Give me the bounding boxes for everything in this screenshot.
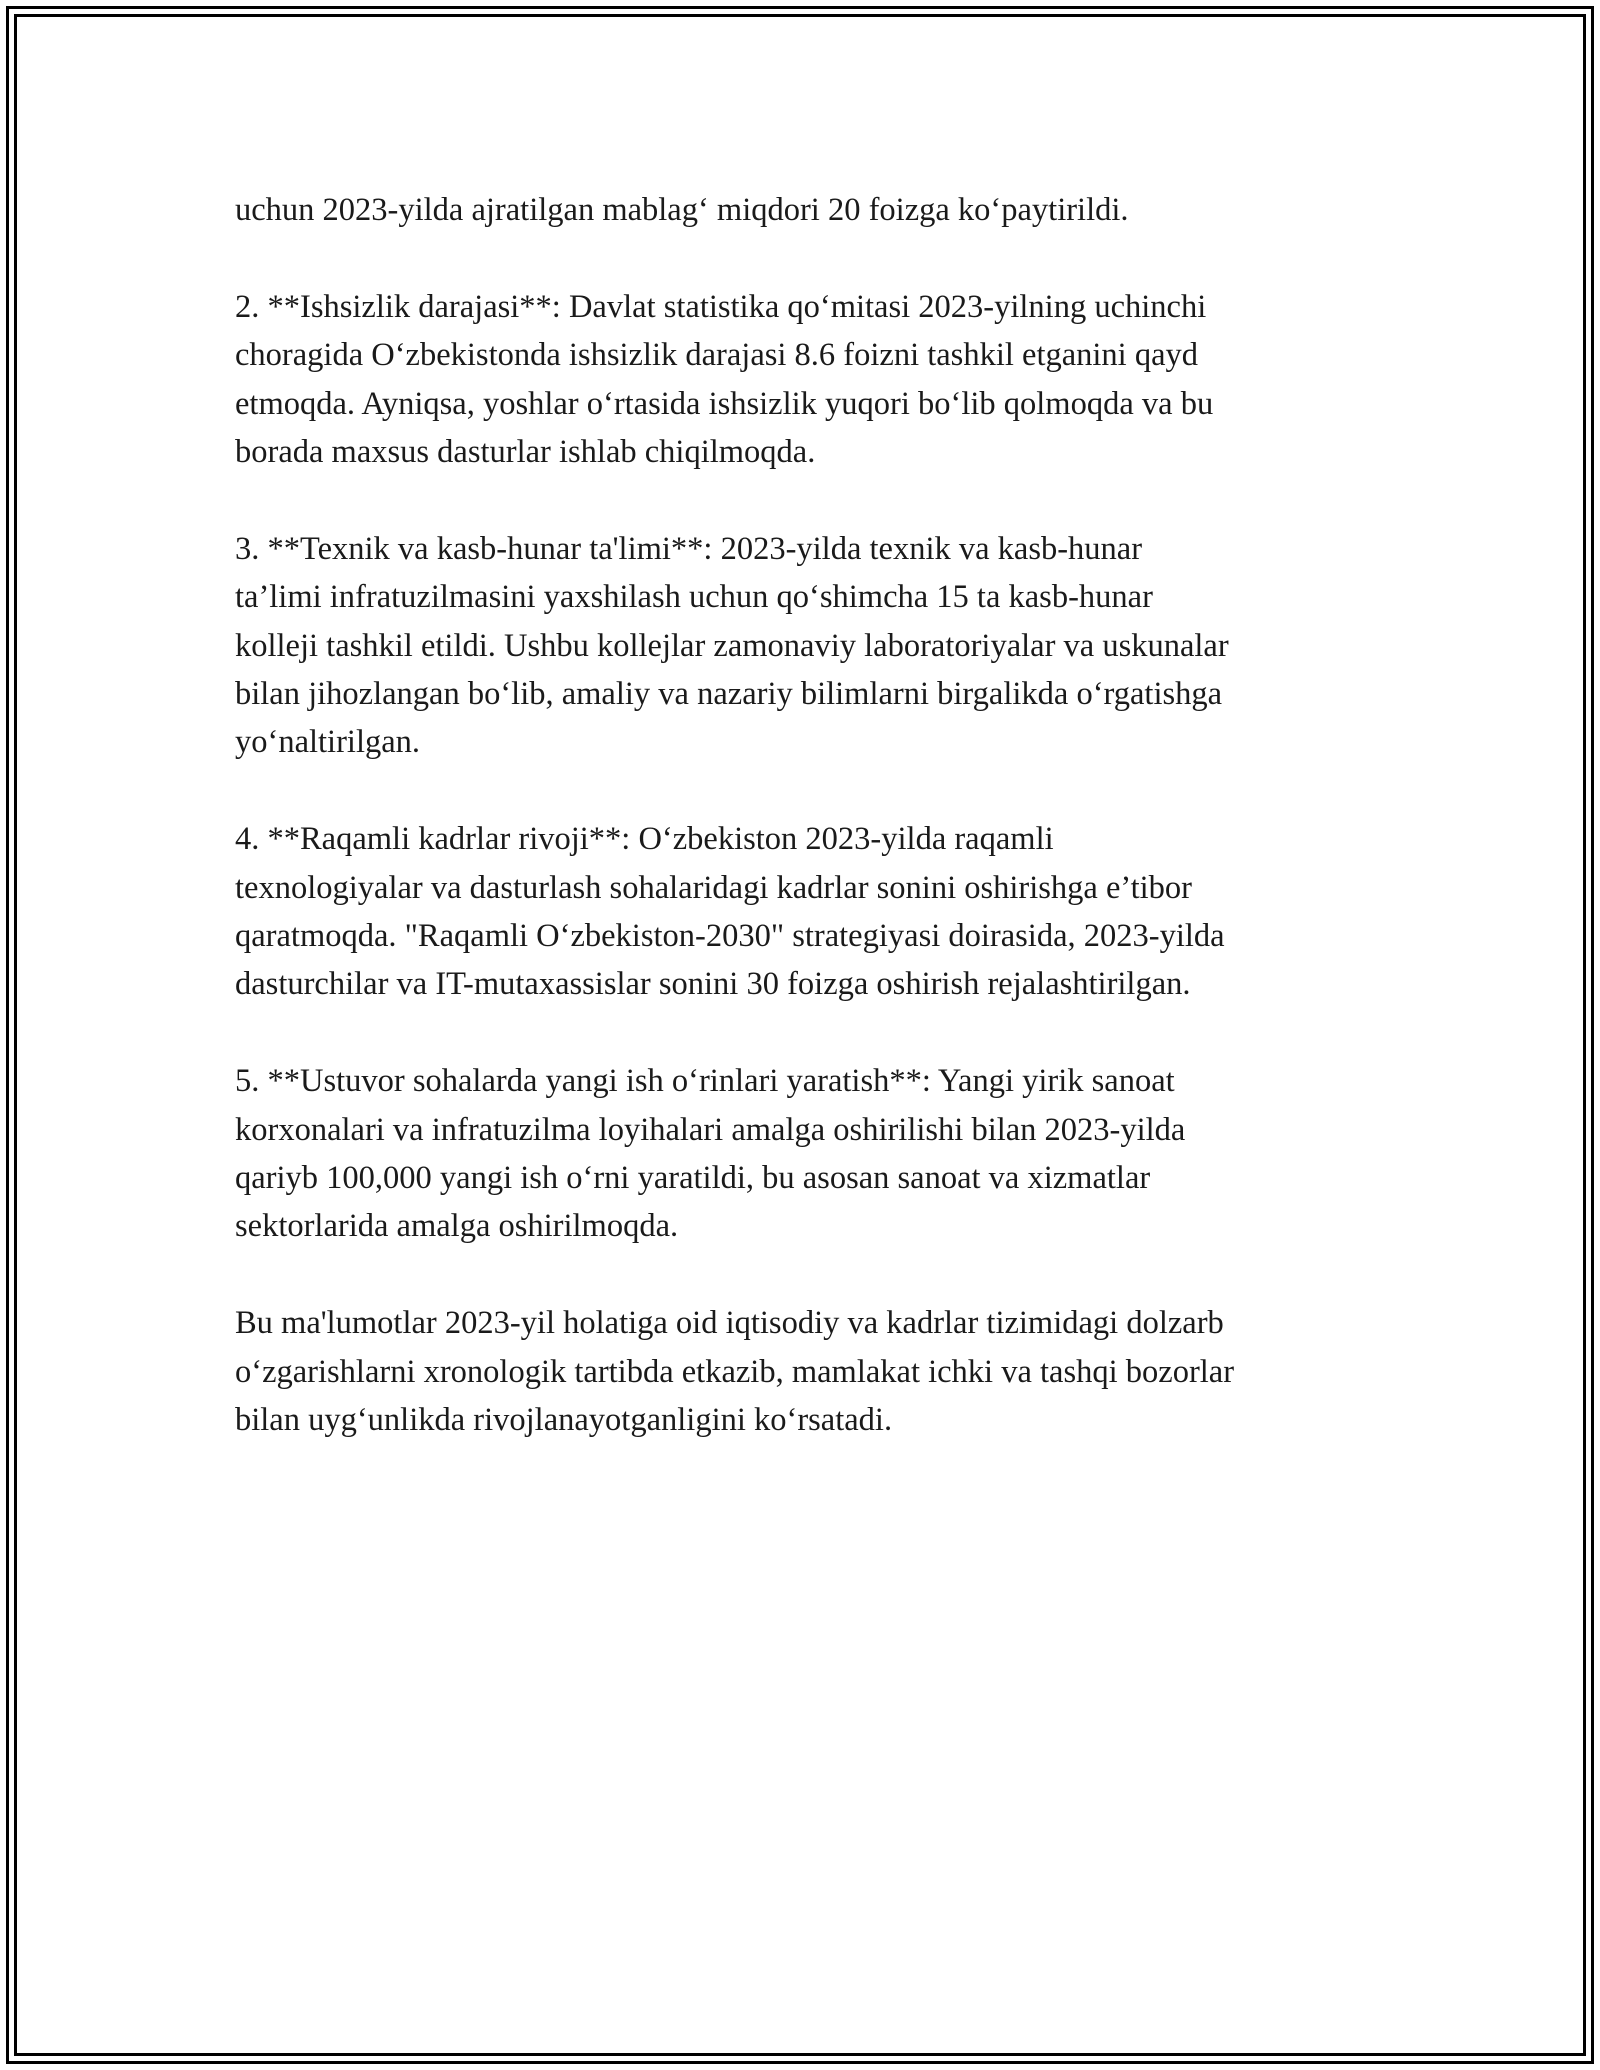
text-line: borada maxsus dasturlar ishlab chiqilmoqda. <box>235 434 816 471</box>
text-line: uchun 2023-yilda ajratilgan mablag‘ miqdori 20 foizga ko‘paytirildi. <box>235 192 1129 228</box>
text-line: 2. **Ishsizlik darajasi**: Davlat statistika qo‘mitasi 2023-yilning uchinchi <box>235 288 1207 325</box>
paragraph-continuation <box>235 186 1375 234</box>
text-line: choragida O‘zbekistonda ishsizlik darajasi 8.6 foizni tashkil etganini qayd <box>235 337 1199 374</box>
paragraph-conclusion <box>235 1299 1375 1444</box>
text-line: yo‘naltirilgan. <box>235 724 421 761</box>
text-line: 3. **Texnik va kasb-hunar ta'limi**: 2023-yilda texnik va kasb-hunar <box>235 530 1143 567</box>
paragraph-item-2-unemployment <box>235 283 1375 477</box>
text-line: sektorlarida amalga oshirilmoqda. <box>235 1208 679 1245</box>
text-line: o‘zgarishlarni xronologik tartibda etkazib, mamlakat ichki va tashqi bozorlar <box>235 1353 1235 1390</box>
paragraph-item-3-vocational-education <box>235 525 1375 767</box>
text-line: ta’limi infratuzilmasini yaxshilash uchun qo‘shimcha 15 ta kasb-hunar <box>235 579 1153 616</box>
text-line: kolleji tashkil etildi. Ushbu kollejlar zamonaviy laboratoriyalar va uskunalar <box>235 627 1229 664</box>
text-line: texnologiyalar va dasturlash sohalaridagi kadrlar sonini oshirishga e’tibor <box>235 869 1193 906</box>
document-body <box>235 186 1375 1493</box>
text-line: etmoqda. Ayniqsa, yoshlar o‘rtasida ishsizlik yuqori bo‘lib qolmoqda va bu <box>235 385 1214 422</box>
text-line: 4. **Raqamli kadrlar rivoji**: O‘zbekiston 2023-yilda raqamli <box>235 821 1054 858</box>
text-line: qariyb 100,000 yangi ish o‘rni yaratildi, bu asosan sanoat va xizmatlar <box>235 1160 1151 1197</box>
text-line: dasturchilar va IT-mutaxassislar sonini 30 foizga oshirish rejalashtirilgan. <box>235 966 1191 1003</box>
text-line: bilan uyg‘unlikda rivojlanayotganligini ko‘rsatadi. <box>235 1402 893 1439</box>
text-line: Bu ma'lumotlar 2023-yil holatiga oid iqtisodiy va kadrlar tizimidagi dolzarb <box>235 1305 1224 1342</box>
paragraph-item-4-digital-personnel <box>235 815 1375 1009</box>
text-line: korxonalari va infratuzilma loyihalari amalga oshirilishi bilan 2023-yilda <box>235 1111 1186 1148</box>
text-line: 5. **Ustuvor sohalarda yangi ish o‘rinlari yaratish**: Yangi yirik sanoat <box>235 1063 1175 1100</box>
text-line: bilan jihozlangan bo‘lib, amaliy va nazariy bilimlarni birgalikda o‘rgatishga <box>235 676 1223 713</box>
paragraph-item-5-new-jobs <box>235 1057 1375 1251</box>
text-line: qaratmoqda. "Raqamli O‘zbekiston-2030" strategiyasi doirasida, 2023-yilda <box>235 918 1225 955</box>
